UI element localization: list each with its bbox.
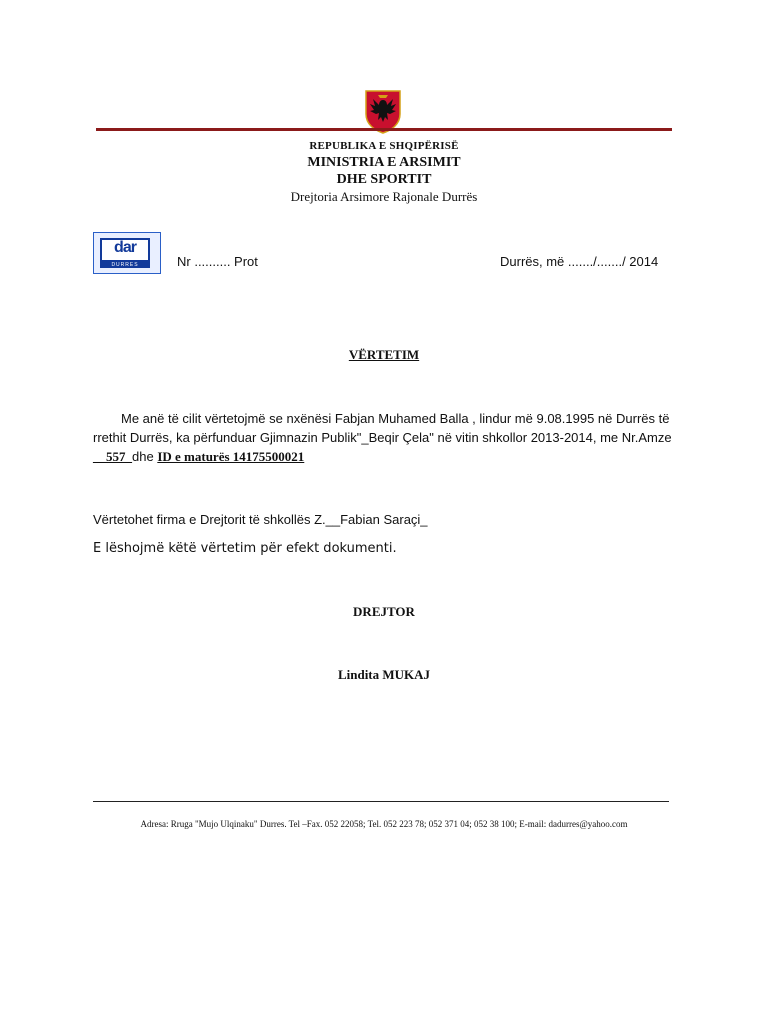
matura-id: ID e maturës 14175500021 — [157, 449, 305, 464]
signature-verification-line: Vërtetohet firma e Drejtorit të shkollës Z.__Fabian Saraçi_ — [93, 512, 428, 527]
footer-rule — [93, 801, 669, 802]
director-title: DREJTOR — [353, 604, 415, 619]
protocol-number: Nr .......... Prot — [177, 254, 258, 269]
document-date: Durrës, më ......./......./ 2014 — [500, 254, 659, 269]
paragraph-text-1: Me anë të cilit vërtetojmë se nxënësi Fabjan Muhamed Balla , lindur më 9.08.1995 në Durrës të rrethit Durrës, ka përfunduar Gjimnazin Publik"_Beqir Çela" në vitin shkollor 2013-2014, me Nr.Amze — [93, 411, 672, 445]
sport-heading: DHE SPORTIT — [336, 172, 432, 187]
issue-statement: E lëshojmë këtë vërtetim për efekt dokumenti. — [93, 541, 397, 556]
dar-logo-icon — [93, 232, 161, 274]
directorate-name: Drejtoria Arsimore Rajonale Durrës — [290, 189, 478, 204]
amze-number: __557_ — [93, 449, 132, 464]
logo-subtext: DURRES — [100, 262, 150, 268]
certificate-paragraph — [93, 409, 683, 466]
paragraph-text-2: dhe — [132, 449, 158, 464]
document-title: VËRTETIM — [348, 347, 420, 362]
ministry-heading: MINISTRIA E ARSIMIT — [307, 155, 461, 170]
republic-heading: REPUBLIKA E SHQIPËRISË — [309, 140, 459, 152]
footer-address: Adresa: Rruga "Mujo Ulqinaku" Durres. Tel –Fax. 052 22058; Tel. 052 223 78; 052 371 04; 052 38 100; E-mail: dadurres@yahoo.com — [140, 819, 628, 829]
logo-text: dar — [100, 238, 150, 262]
header-rule — [96, 128, 672, 131]
director-name: Lindita MUKAJ — [337, 667, 431, 682]
